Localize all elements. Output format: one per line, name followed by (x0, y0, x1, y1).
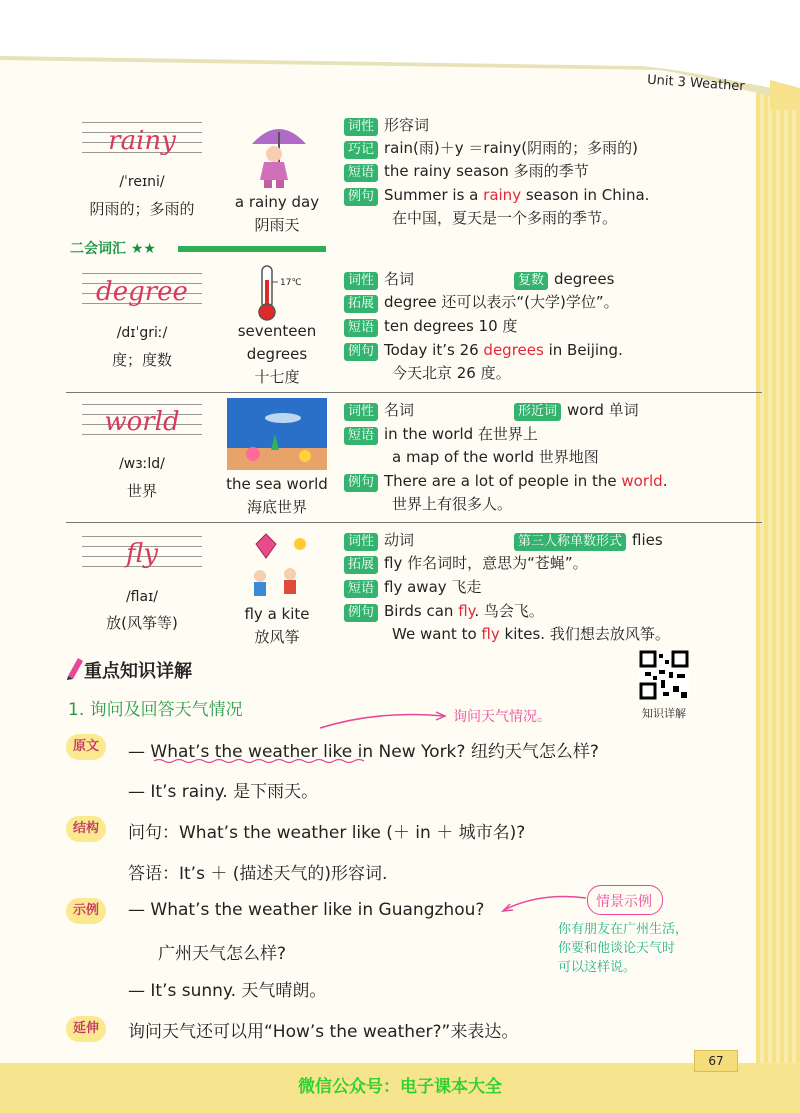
row-divider (66, 522, 762, 523)
vocab-word: world (104, 407, 180, 437)
def-line: 拓展 degree 还可以表示“(大学)学位”。 (344, 291, 619, 313)
def-line: 短语 fly away 飞走 (344, 576, 481, 598)
tag-label: 巧记 (344, 141, 378, 159)
scene-note: 你有朋友在广州生活， 你要和他谈论天气时 可以这样说。 (558, 922, 689, 975)
vocab-phonetic: /flaɪ/ (125, 589, 159, 605)
vocab-meaning: 度；度数 (111, 351, 172, 369)
unit-header: Unit 3 Weather (646, 72, 746, 95)
tag-label: 词性 (344, 118, 378, 136)
tag-label: 短语 (344, 580, 378, 598)
caption-cn: 海底世界 (246, 498, 307, 516)
page-top-curl (0, 0, 800, 110)
def-line: 词性 动词 (344, 529, 414, 551)
section-title: 重点知识详解 (84, 661, 192, 682)
thermometer-label: 17℃ (280, 278, 302, 288)
qr-caption: 知识详解 (642, 707, 686, 720)
caption-en: seventeen (237, 322, 317, 340)
def-line: a map of the world 世界地图 (392, 448, 599, 466)
caption-en: the sea world (226, 475, 328, 493)
page-number: 67 (694, 1050, 738, 1072)
sea-world-illustration (227, 398, 327, 470)
vocab-meaning: 放(风筝等) (106, 614, 178, 632)
vocab-caption (222, 320, 332, 389)
vocab-caption (222, 191, 332, 237)
vocab-phonetic: /ˈreɪni/ (119, 174, 165, 190)
caption-cn: 放风筝 (254, 628, 300, 646)
label-original: 原文 (66, 734, 106, 760)
def-line: 词性 名词 (344, 268, 414, 290)
label-example: 示例 (66, 898, 106, 924)
original-answer: — It’s rainy. 是下雨天。 (128, 782, 319, 802)
tag-label: 拓展 (344, 556, 378, 574)
vocab-word: degree (96, 277, 188, 307)
def-line: 例句 Summer is a rainy season in China. (344, 184, 649, 206)
wavy-underline (154, 758, 364, 764)
example-question-cn: 广州天气怎么样? (158, 944, 287, 964)
structure-answer: 答语：It’s ＋ (描述天气的)形容词. (128, 864, 388, 884)
def-line: 第三人称单数形式 flies (514, 529, 663, 551)
girl-umbrella-illustration (244, 118, 314, 190)
def-line: 今天北京 26 度。 (392, 364, 511, 382)
pencil-icon (64, 656, 84, 680)
tag-label: 短语 (344, 319, 378, 337)
vocab-word: fly (125, 539, 159, 569)
tag-label: 词性 (344, 272, 378, 290)
caption-en: a rainy day (234, 193, 320, 211)
qr-code-icon[interactable] (639, 650, 689, 700)
def-line: 巧记 rain(雨)＋y ＝rainy(阴雨的；多雨的) (344, 137, 638, 159)
label-extend: 延伸 (66, 1016, 106, 1042)
def-line: 词性 形容词 (344, 114, 429, 136)
tag-label: 短语 (344, 164, 378, 182)
footer-watermark: 微信公众号：电子课本大全 (298, 1077, 502, 1097)
def-line: 例句 Birds can fly. 鸟会飞。 (344, 600, 544, 622)
def-line: 例句 Today it’s 26 degrees in Beijing. (344, 339, 623, 361)
def-line: 在中国，夏天是一个多雨的季节。 (392, 209, 618, 227)
row-divider (66, 392, 762, 393)
vocab-meaning: 世界 (126, 482, 157, 500)
page-edge-stripes (756, 80, 800, 1113)
vocab-phonetic: /wɜːld/ (119, 456, 165, 472)
vocab-caption (220, 473, 334, 519)
caption-cn: 十七度 (254, 368, 300, 386)
def-line: 形近词 word 单词 (514, 399, 639, 421)
def-line: 短语 in the world 在世界上 (344, 423, 538, 445)
tag-label: 短语 (344, 427, 378, 445)
def-line: 短语 the rainy season 多雨的季节 (344, 160, 589, 182)
tag-label: 复数 (514, 272, 548, 290)
example-question: — What’s the weather like in Guangzhou? (128, 900, 485, 920)
thermometer-icon (254, 264, 304, 322)
annotation-arrow (500, 888, 590, 914)
def-line: 世界上有很多人。 (392, 495, 513, 513)
subsection-title: 1. 询问及回答天气情况 (68, 700, 243, 720)
caption-cn: 阴雨天 (254, 216, 300, 234)
tag-label: 例句 (344, 343, 378, 361)
tag-label: 例句 (344, 474, 378, 492)
label-structure: 结构 (66, 816, 106, 842)
tag-label: 形近词 (514, 403, 561, 421)
def-line: We want to fly kites. 我们想去放风筝。 (392, 625, 670, 643)
structure-question: 问句：What’s the weather like (＋ in ＋ 城市名)? (128, 823, 526, 843)
tag-label: 第三人称单数形式 (514, 533, 626, 551)
extend-text: 询问天气还可以用“How’s the weather?”来表达。 (128, 1022, 519, 1042)
tag-label: 词性 (344, 403, 378, 421)
def-line: 拓展 fly 作名词时，意思为“苍蝇”。 (344, 552, 588, 574)
caption-en: degrees (246, 345, 308, 363)
example-answer: — It’s sunny. 天气晴朗。 (128, 981, 327, 1001)
caption-en: fly a kite (244, 605, 310, 623)
tag-label: 例句 (344, 188, 378, 206)
vocab-caption (222, 603, 332, 649)
vocab-word: rainy (108, 126, 176, 156)
annotation-arrow (318, 708, 448, 730)
tag-label: 例句 (344, 604, 378, 622)
vocab-phonetic: /dɪˈgriː/ (116, 325, 168, 341)
annotation-note: 询问天气情况。 (453, 709, 551, 725)
scene-title: 情景示例 (596, 894, 652, 910)
def-line: 复数 degrees (514, 268, 614, 290)
kite-kids-illustration (244, 532, 314, 600)
def-line: 例句 There are a lot of people in the world. (344, 470, 668, 492)
level2-bar (178, 246, 326, 252)
vocab-meaning: 阴雨的；多雨的 (89, 200, 195, 218)
level2-label: 二会词汇 ★★ (70, 241, 156, 257)
tag-label: 词性 (344, 533, 378, 551)
original-question: — What’s the weather like in New York? 纽约天气怎么样? (128, 742, 599, 762)
def-line: 词性 名词 (344, 399, 414, 421)
def-line: 短语 ten degrees 10 度 (344, 315, 517, 337)
tag-label: 拓展 (344, 295, 378, 313)
